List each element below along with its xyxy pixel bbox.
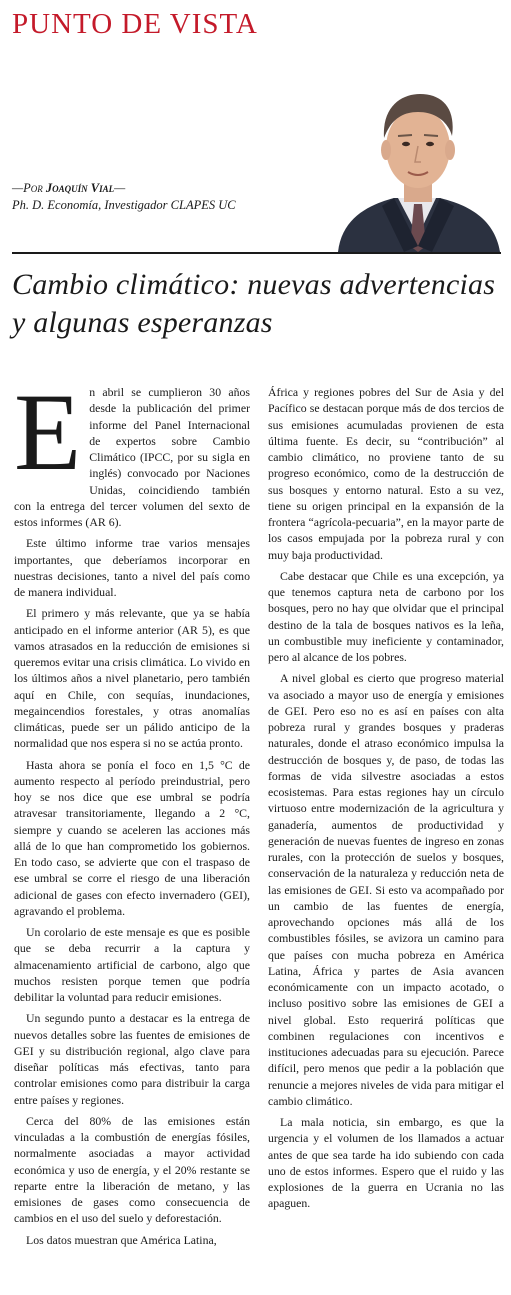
paragraph: n abril se cumplieron 30 años desde la publicación del primer informe del Panel Internacional de expertos sobre Cambio Climático (IPCC, por su sigla en inglés) convocado por Naciones Unidas, coincidiendo también con la entrega del tercer volumen del sexto de estos informes (AR 6). [14, 385, 250, 529]
paragraph: Un segundo punto a destacar es la entrega de nuevos detalles sobre las fuentes de emisiones de GEI y su distribución regional, algo clave para diseñar políticas más efectivas, tanto para controlar emisiones como para distribuir la carga entre países y regiones. [14, 1011, 250, 1107]
article-body [14, 371, 504, 1289]
section-title: PUNTO DE VISTA [12, 8, 258, 40]
header-divider [12, 252, 501, 254]
paragraph: África y regiones pobres del Sur de Asia y del Pacífico se destacan porque más de dos tercios de sus emisiones acumuladas provienen de esta última fuente. Es decir, su “contribución” al cambio climático, no proviene tanto de su progreso económico, como de la destrucción de sus bosques y entorno natural. Esto a su vez, tiene su origen principal en la expansión de la frontera “agrícola-pecuaria”, en la mayor parte de los casos empujada por la pobreza rural y con muy baja productividad. [268, 385, 504, 562]
author-name: Joaquín Vial [45, 181, 115, 195]
author-role: Ph. D. Economía, Investigador CLAPES UC [12, 198, 236, 212]
paragraph: Cabe destacar que Chile es una excepción, ya que tenemos captura neta de carbono por los bosques, pero no hay que olvidar que el principal destino de la tala de bosques nativos es la leña, un combustible muy ineficiente y contaminador, pero al alcance de los pobres. [268, 568, 504, 664]
article-headline: Cambio climático: nuevas advertencias y algunas esperanzas [12, 268, 496, 339]
article-column-right [268, 384, 504, 1217]
byline-author-line [12, 180, 236, 197]
paragraph: Este último informe trae varios mensajes importantes, que deberíamos incorporar en nuestras decisiones, tanto a nivel del país como de manera individual. [14, 536, 250, 599]
paragraph: La mala noticia, sin embargo, es que la urgencia y el volumen de los llamados a actuar antes de que sea tarde ha ido subiendo con cada uno de estos informes. Espero que el ruido y las explosiones de la guerra en Ucrania no las apaguen. [268, 1115, 504, 1211]
paragraph: Un corolario de este mensaje es que es posible que se deba recurrir a la captura y almacenamiento artificial de carbono, algo que muchos resisten porque temen que podría debilitar la voluntad para reducir emisiones. [14, 925, 250, 1004]
paragraph: A nivel global es cierto que progreso material va asociado a mayor uso de energía y emisiones de GEI. Pero eso no es así en países con alta pobreza rural y grandes bosques y praderas naturales, donde el atraso económico impulsa la destrucción de bosques y, de paso, de todas las formas de vida silvestre asociadas a estos ecosistemas. Para estas regiones hay un círculo virtuoso entre modernización de la agricultura y ganadería, aumentos de productividad y generación de nuevas fuentes de ingreso en zonas rurales, con la protección de suelos y bosques, conservación de la naturaleza y reducción neta de las emisiones de GEI. Si esto va acompañado por un cambio de las fuentes de energía, aprovechando opciones más allá de los combustibles fósiles, se avizora un camino para que países con mucha pobreza en América Latina, África y partes de Asia avancen económicamente con un impacto acotado, o incluso positivo sobre las emisiones de GEI a nivel global. Esto requerirá políticas que combinen regulaciones con incentivos e instituciones adecuadas para su ejecución. Parece difícil, pero menos que pedir a la población que renuncie a mejores niveles de vida para mitigar el cambio climático. [268, 671, 504, 1108]
paragraph: Cerca del 80% de las emisiones están vinculadas a la combustión de energías fósiles, normalmente asociadas a mayor actividad económica y uso de energía, y el 20% restante se reparte entre la liberación de metano, y las emisiones de gases como consecuencia de cambios en el uso del suelo y deforestación. [14, 1113, 250, 1226]
paragraph: El primero y más relevante, que ya se había anticipado en el informe anterior (AR 5), es que vamos atrasados en la reducción de emisiones si queremos evitar una crisis climática. Lo vivido en los últimos años a nivel planetario, pero también aquí en Chile, con sequías, inundaciones, megaincendios forestales, y otras anomalías climáticas, puede ser un pálido anticipo de la normalidad que nos espera si no se actúa pronto. [14, 606, 250, 751]
paragraph: Hasta ahora se ponía el foco en 1,5 °C de aumento respecto al período preindustrial, pero hoy se nos dice que ese umbral se podría atravesar transitoriamente, llegando a 2 °C, siempre y cuando se aceleren las acciones más allá de lo que han comprometido los gobiernos. En todo caso, se advierte que con el traspaso de ese umbral se corre el riesgo de una liberación adicional de gases con efecto invernadero (GEI), agravando el problema. [14, 757, 250, 918]
byline-prefix: —Por [12, 181, 43, 195]
article-column-left [14, 371, 250, 1253]
drop-cap: E [14, 371, 82, 493]
byline-suffix: — [114, 181, 126, 195]
paragraph: Los datos muestran que América Latina, [26, 1232, 217, 1247]
byline [12, 180, 236, 214]
author-photo-illustration [332, 86, 502, 252]
author-portrait [332, 86, 502, 252]
